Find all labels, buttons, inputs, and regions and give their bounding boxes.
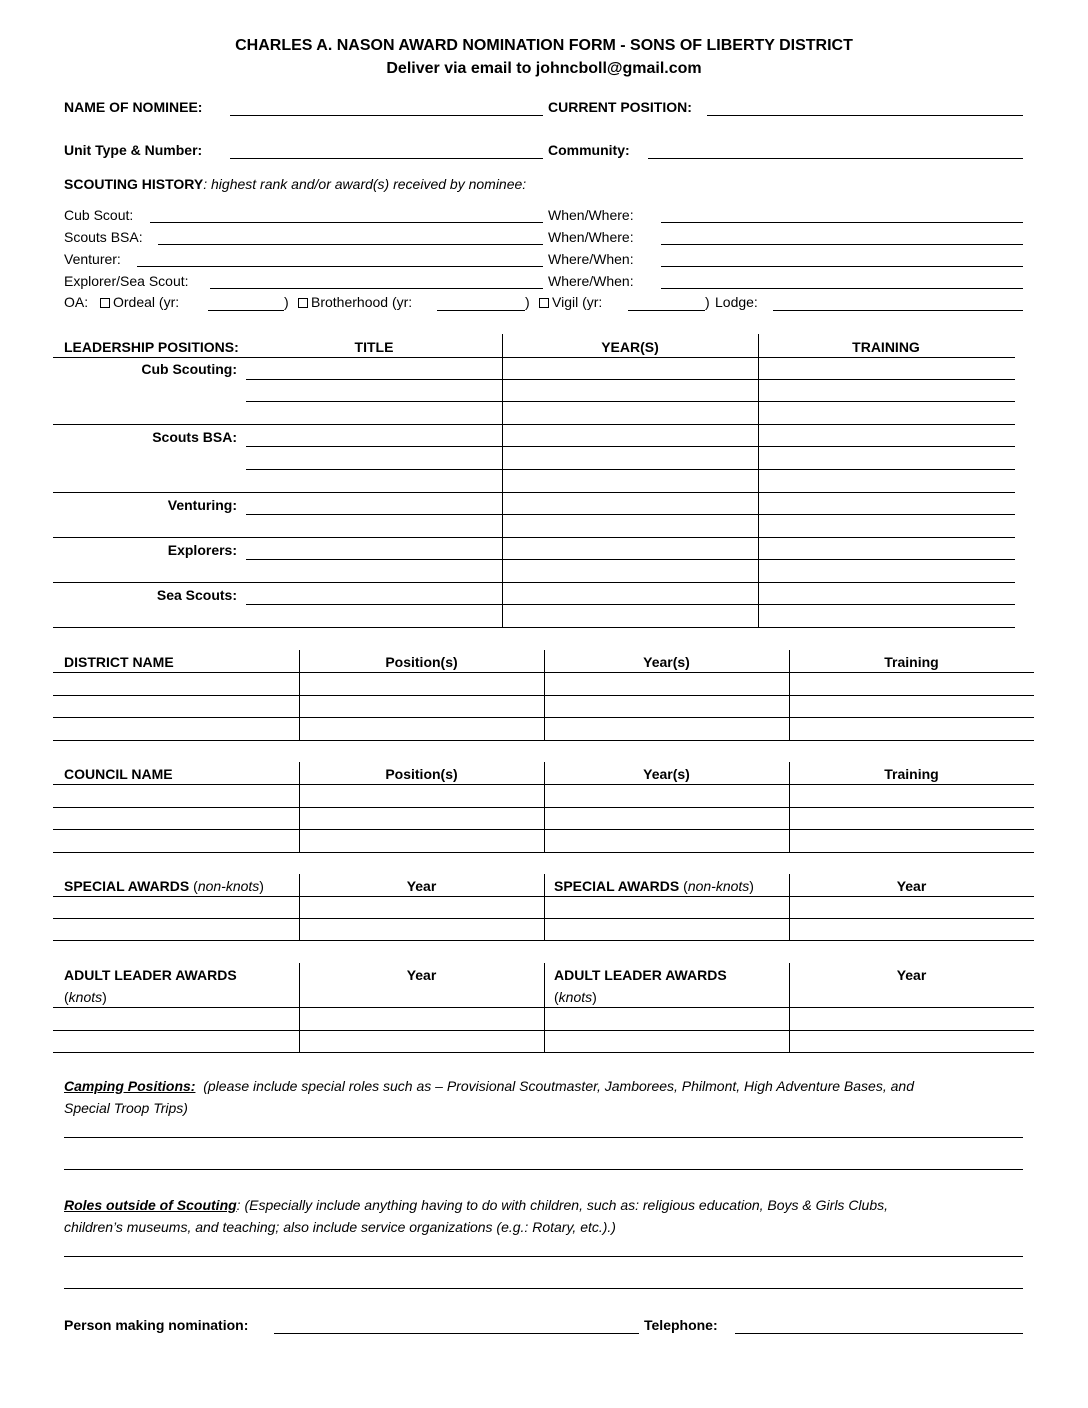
leadership-group-cub: Cub Scouting: [141,361,237,377]
adult-awards-divider [299,963,300,1053]
camping-positions-label: Camping Positions: [64,1078,196,1094]
oa-label: OA: [64,294,89,310]
telephone-label: Telephone: [644,1317,718,1333]
leadership-divider-2 [758,334,759,627]
adult-awards-note-left: knots [68,989,103,1005]
history-scouts-right-field[interactable] [661,244,1023,245]
leadership-col-training: TRAINING [852,339,920,355]
brotherhood-year-field[interactable] [437,310,525,311]
special-awards-divider [544,874,545,941]
council-year-header: Year(s) [643,766,690,782]
district-row-line[interactable] [53,717,1034,718]
leadership-group-separator [53,424,1015,425]
adult-awards-note-right-wrap: (knots) [554,989,597,1005]
leadership-row-line[interactable] [246,446,1015,447]
leadership-row-line[interactable] [246,379,1015,380]
oa-brotherhood [298,294,412,310]
leadership-row-line[interactable] [246,469,1015,470]
special-awards-header-left: SPECIAL AWARDS (non-knots) [64,878,264,894]
leadership-bottom-line [53,627,1015,628]
unit-field[interactable] [230,158,543,159]
adult-awards-row-line[interactable] [53,1052,1034,1053]
history-cub-right-field[interactable] [661,222,1023,223]
leadership-col-title: TITLE [354,339,394,355]
council-name-header: COUNCIL NAME [64,766,173,782]
history-cub-field[interactable] [150,222,543,223]
ordeal-close: ) [284,294,289,310]
adult-awards-label-right: ADULT LEADER AWARDS [554,967,727,983]
council-row-line[interactable] [53,852,1034,853]
council-header-line [53,784,1034,785]
special-awards-row-line[interactable] [53,918,1034,919]
leadership-group-sea-scouts: Sea Scouts: [156,587,237,603]
council-row-line[interactable] [53,807,1034,808]
special-awards-year-right: Year [896,878,927,894]
special-awards-divider [299,874,300,941]
roles-outside-instructions-2: children’s museums, and teaching; also include service organizations (e.g.: Rotary, etc.).) [64,1219,616,1235]
leadership-row-line[interactable] [246,559,1015,560]
camping-positions-instructions: (please include special roles such as – Provisional Scoutmaster, Jamborees, Philmont, High Adventure Bases, and [203,1078,914,1094]
history-venturer-label: Venturer: [64,251,121,267]
adult-awards-divider [544,963,545,1053]
current-position-label: CURRENT POSITION: [548,99,692,115]
leadership-row-line[interactable] [246,514,1015,515]
leadership-group-explorers: Explorers: [167,542,237,558]
scouting-history-title: SCOUTING HISTORY [64,176,204,192]
special-awards-row-line[interactable] [53,940,1034,941]
special-awards-note: non-knots [197,878,260,894]
adult-awards-year-left: Year [406,967,437,983]
oa-vigil [539,294,602,310]
roles-outside-text [64,1194,1034,1238]
history-explorer-right-label: Where/When: [548,273,634,289]
telephone-field[interactable] [735,1333,1023,1334]
history-explorer-label: Explorer/Sea Scout: [64,273,189,289]
community-label: Community: [548,142,630,158]
lodge-field[interactable] [773,310,1023,311]
adult-awards-row-line[interactable] [53,1030,1034,1031]
history-cub-label: Cub Scout: [64,207,134,223]
history-scouts-right-label: When/Where: [548,229,634,245]
current-position-field[interactable] [707,115,1023,116]
camping-positions-text [64,1075,1034,1119]
district-training-header: Training [884,654,939,670]
special-awards-year-left: Year [406,878,437,894]
form-title: CHARLES A. NASON AWARD NOMINATION FORM - SONS OF LIBERTY DISTRICT [235,37,853,54]
nominator-field[interactable] [274,1333,639,1334]
unit-label: Unit Type & Number: [64,142,203,158]
leadership-heading: LEADERSHIP POSITIONS: [64,339,239,355]
vigil-label: Vigil (yr: [552,294,603,310]
camping-positions-instructions-2: Special Troop Trips) [64,1100,188,1116]
camping-positions-line[interactable] [64,1137,1023,1138]
vigil-checkbox[interactable] [539,298,549,308]
nominator-label: Person making nomination: [64,1317,249,1333]
community-field[interactable] [648,158,1023,159]
council-training-header: Training [884,766,939,782]
special-awards-divider [789,874,790,941]
council-position-header: Position(s) [385,766,458,782]
ordeal-label: Ordeal (yr: [113,294,180,310]
history-explorer-field[interactable] [210,288,543,289]
leadership-divider-1 [502,334,503,627]
roles-outside-line[interactable] [64,1256,1023,1257]
adult-awards-note-left-wrap: (knots) [64,989,107,1005]
oa-ordeal [100,294,179,310]
lodge-label: Lodge: [715,294,758,310]
district-row-line[interactable] [53,740,1034,741]
brotherhood-close: ) [525,294,530,310]
history-venturer-right-field[interactable] [661,266,1023,267]
special-awards-header-line [53,896,1034,897]
vigil-year-field[interactable] [628,310,705,311]
district-year-header: Year(s) [643,654,690,670]
adult-awards-year-right: Year [896,967,927,983]
history-scouts-label: Scouts BSA: [64,229,143,245]
roles-outside-label: Roles outside of Scouting [64,1197,237,1213]
leadership-group-scouts-bsa: Scouts BSA: [152,429,237,445]
special-awards-note: non-knots [687,878,750,894]
camping-positions-line[interactable] [64,1169,1023,1170]
history-scouts-field[interactable] [158,244,543,245]
nominee-name-label: NAME OF NOMINEE: [64,99,203,115]
district-row-line[interactable] [53,695,1034,696]
adult-awards-note-right: knots [558,989,593,1005]
leadership-row-line[interactable] [246,604,1015,605]
brotherhood-label: Brotherhood (yr: [311,294,413,310]
roles-outside-instructions: : (Especially include anything having to do with children, such as: religious education, Boys & Girls Clubs, [236,1197,889,1213]
leadership-group-separator [53,537,1015,538]
history-cub-right-label: When/Where: [548,207,634,223]
brotherhood-checkbox[interactable] [298,298,308,308]
leadership-row-line[interactable] [246,401,1015,402]
leadership-header-line [53,357,1015,358]
history-venturer-right-label: Where/When: [548,251,634,267]
scouting-history-heading [64,176,526,192]
ordeal-year-field[interactable] [208,310,284,311]
roles-outside-line[interactable] [64,1288,1023,1289]
leadership-col-years: YEAR(S) [601,339,659,355]
history-venturer-field[interactable] [137,266,543,267]
adult-awards-divider [789,963,790,1053]
district-position-header: Position(s) [385,654,458,670]
leadership-group-venturing: Venturing: [167,497,237,513]
adult-awards-label-left: ADULT LEADER AWARDS [64,967,237,983]
council-row-line[interactable] [53,829,1034,830]
history-explorer-right-field[interactable] [661,288,1023,289]
special-awards-header-right: SPECIAL AWARDS (non-knots) [554,878,754,894]
ordeal-checkbox[interactable] [100,298,110,308]
district-header-line [53,672,1034,673]
leadership-group-separator [53,582,1015,583]
special-awards-label: SPECIAL AWARDS [64,878,190,894]
form-subtitle: Deliver via email to johncboll@gmail.com [386,60,702,77]
leadership-group-separator [53,492,1015,493]
nominee-name-field[interactable] [230,115,543,116]
special-awards-label: SPECIAL AWARDS [554,878,680,894]
scouting-history-note: : highest rank and/or award(s) received by nominee: [203,176,527,192]
vigil-close: ) [705,294,710,310]
district-name-header: DISTRICT NAME [64,654,174,670]
adult-awards-header-line [53,1007,1034,1008]
